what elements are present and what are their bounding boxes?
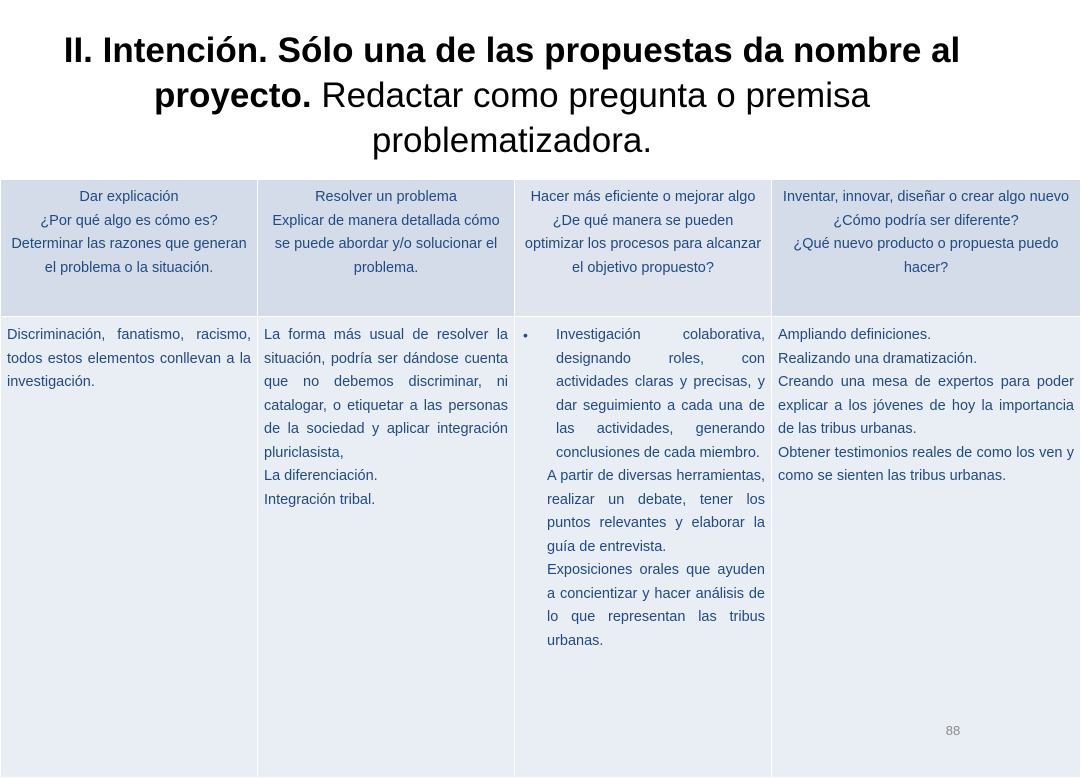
body-paragraph: Exposiciones orales que ayuden a concientizar y hacer análisis de lo que representan las tribus urbanas. (547, 562, 765, 649)
header-cell-improve (515, 180, 772, 317)
header-cell-line: ¿Por qué algo es cómo es? (40, 212, 218, 229)
header-cell-line: Dar explicación (79, 189, 179, 205)
title-bold-part: II. Intención. Sólo una de las propuestas da nombre al proyecto. (63, 31, 961, 115)
header-cell-line: Explicar de manera detallada cómo se puede abordar y/o solucionar el problema. (272, 212, 500, 276)
title-normal-part: Redactar como pregunta o premisa problematizadora. (311, 76, 870, 160)
header-cell-line: Hacer más eficiente o mejorar algo (530, 189, 756, 205)
body-cell-explain (1, 317, 258, 778)
body-text: Discriminación, fanatismo, racismo, todos estos elementos conllevan a la investigación. (7, 327, 251, 390)
header-cell-line: ¿Cómo podría ser diferente? (833, 212, 1019, 229)
header-cell-solve (258, 180, 515, 317)
page-number: 88 (945, 723, 961, 738)
header-cell-line: ¿De qué manera se pueden optimizar los procesos para alcanzar el objetivo propuesto? (524, 212, 762, 276)
body-cell-improve (515, 317, 772, 778)
body-paragraph: Integración tribal. (264, 491, 376, 508)
intention-table (0, 179, 1081, 778)
body-paragraph: La diferenciación. (264, 468, 378, 484)
bullet-icon: • (523, 327, 528, 343)
bullet-item (521, 324, 765, 465)
table-header-row (1, 180, 1081, 317)
body-paragraph: Ampliando definiciones. (778, 327, 932, 343)
header-cell-line: Inventar, innovar, diseñar o crear algo nuevo (782, 189, 1070, 205)
body-paragraph: Creando una mesa de expertos para poder explicar a los jóvenes de hoy la importancia de las tribus urbanas. (778, 374, 1074, 437)
body-cell-invent (772, 317, 1081, 778)
slide-title (40, 28, 984, 163)
header-cell-line: ¿Qué nuevo producto o propuesta puedo hacer? (793, 236, 1059, 276)
body-paragraph: Realizando una dramatización. (778, 350, 978, 367)
bullet-text: Investigación colaborativa, designando roles, con actividades claras y precisas, y dar seguimiento a cada una de las actividades, generando conclusiones de cada miembro. (556, 327, 765, 461)
header-cell-invent (772, 180, 1081, 317)
header-cell-line: Resolver un problema (315, 189, 457, 205)
body-paragraph: Obtener testimonios reales de como los ven y como se sienten las tribus urbanas. (778, 444, 1074, 484)
body-paragraph: A partir de diversas herramientas, realizar un debate, tener los puntos relevantes y elaborar la guía de entrevista. (547, 468, 765, 555)
header-cell-line: Determinar las razones que generan el problema o la situación. (11, 236, 247, 276)
table-body-row (1, 317, 1081, 778)
body-cell-solve (258, 317, 515, 778)
header-cell-explain (1, 180, 258, 317)
body-paragraph: La forma más usual de resolver la situación, podría ser dándose cuenta que no debemos discriminar, ni catalogar, o etiquetar a las personas de la sociedad y aplicar integración pluriclasista, (264, 327, 508, 461)
